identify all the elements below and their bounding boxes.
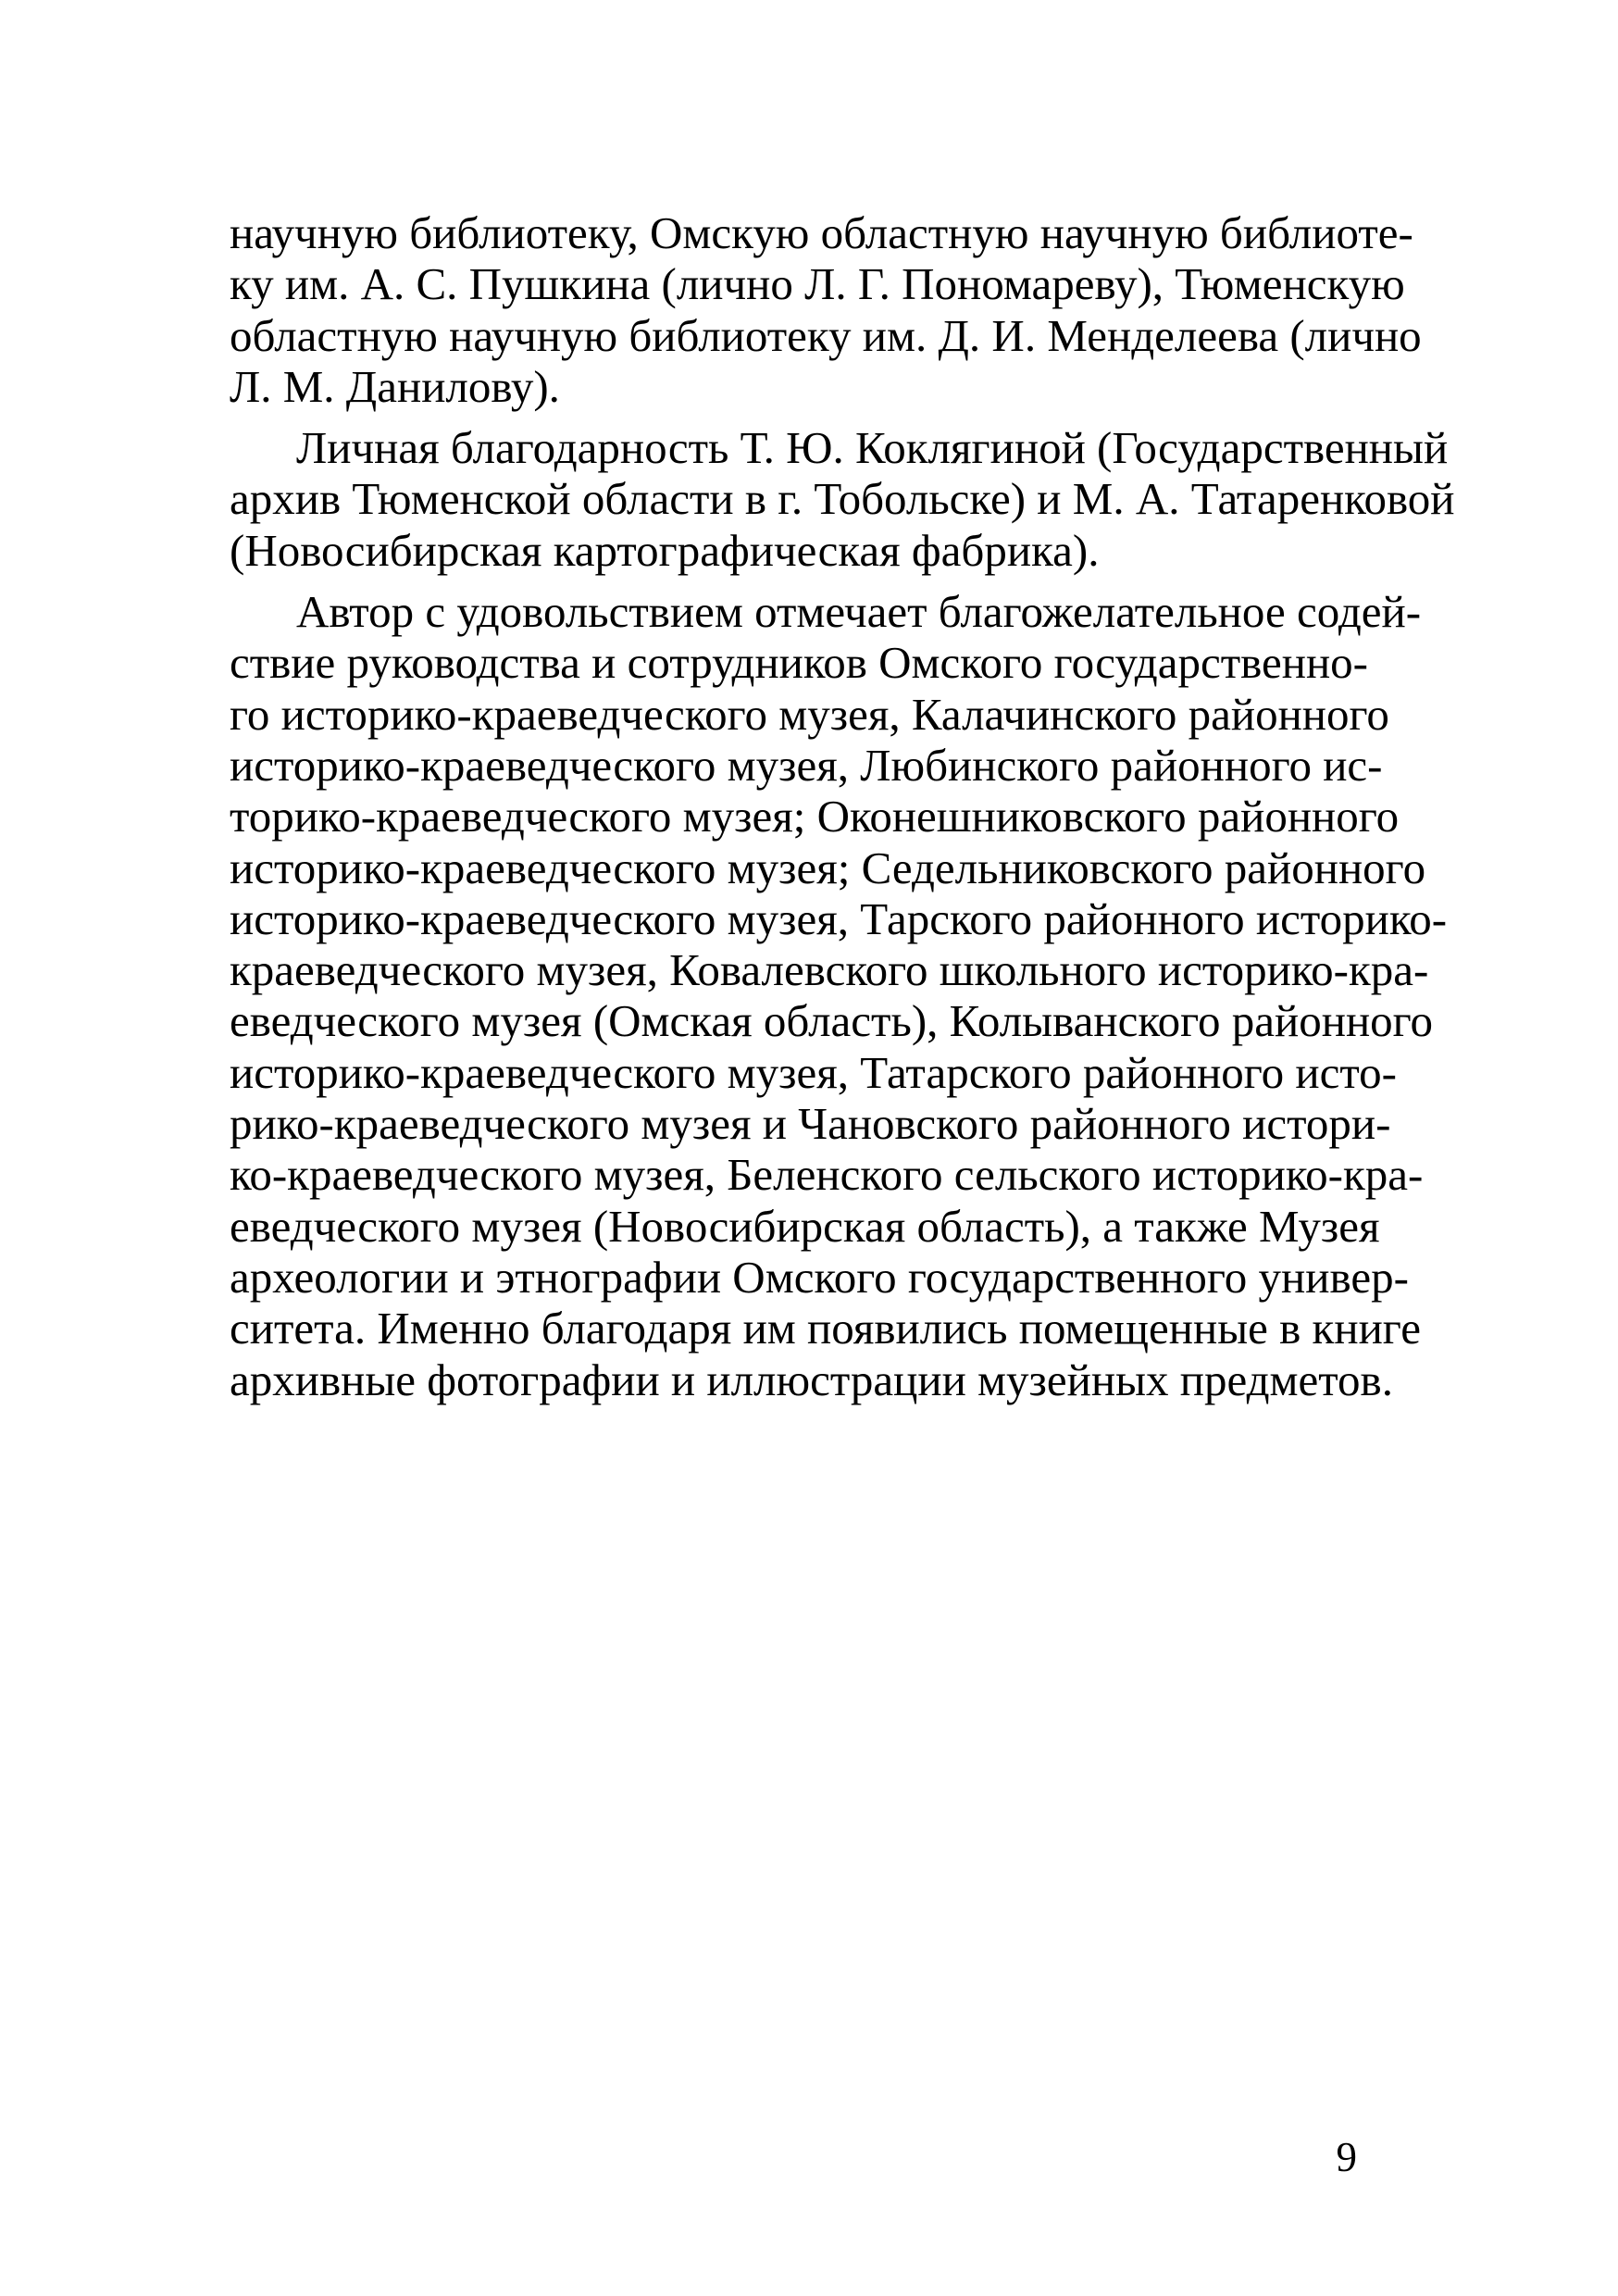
text-line: торико-краеведческого музея; Оконешниковского районного	[230, 791, 1400, 842]
text-line: го историко-краеведческого музея, Калачинского районного	[230, 688, 1389, 740]
text-line: Автор с удовольствием отмечает благожелательное содей-	[296, 586, 1422, 638]
text-line: областную научную библиотеку им. Д. И. Менделеева (лично	[230, 309, 1422, 361]
text-line: ку им. А. С. Пушкина (лично Л. Г. Пономареву), Тюменскую	[230, 258, 1405, 310]
text-line: архивные фотографии и иллюстрации музейных предметов.	[230, 1354, 1393, 1405]
text-line: ситета. Именно благодаря им появились помещенные в книге	[230, 1303, 1421, 1354]
page-number: 9	[1336, 2134, 1357, 2180]
text-line: ко-краеведческого музея, Беленского сельского историко-кра-	[230, 1149, 1424, 1201]
text-line: историко-краеведческого музея, Тарского районного историко-	[230, 892, 1448, 944]
text-line: еведческого музея (Новосибирская область), а также Музея	[230, 1200, 1380, 1252]
text-line: архив Тюменской области в г. Тобольске) и М. А. Татаренковой	[230, 473, 1455, 525]
paragraph-3	[230, 586, 1448, 1405]
text-line: историко-краеведческого музея, Любинского районного ис-	[230, 739, 1383, 791]
text-line: (Новосибирская картографическая фабрика).	[230, 524, 1100, 576]
text-line: научную библиотеку, Омскую областную научную библиоте-	[230, 207, 1413, 258]
body-text	[230, 207, 1455, 1405]
text-line: Л. М. Данилову).	[230, 360, 560, 412]
text-line: краеведческого музея, Ковалевского школьного историко-кра-	[230, 944, 1429, 996]
text-line: историко-краеведческого музея; Седельниковского районного	[230, 842, 1426, 893]
text-line: историко-краеведческого музея, Татарского районного исто-	[230, 1046, 1397, 1098]
paragraph-2	[230, 422, 1455, 576]
text-line: еведческого музея (Омская область), Колыванского районного	[230, 995, 1434, 1047]
text-line: ствие руководства и сотрудников Омского государственно-	[230, 637, 1369, 689]
text-line: Личная благодарность Т. Ю. Коклягиной (Государственный	[296, 422, 1449, 474]
paragraph-1	[230, 207, 1422, 412]
text-line: рико-краеведческого музея и Чановского районного истори-	[230, 1098, 1391, 1150]
text-line: археологии и этнографии Омского государственного универ-	[230, 1251, 1409, 1303]
